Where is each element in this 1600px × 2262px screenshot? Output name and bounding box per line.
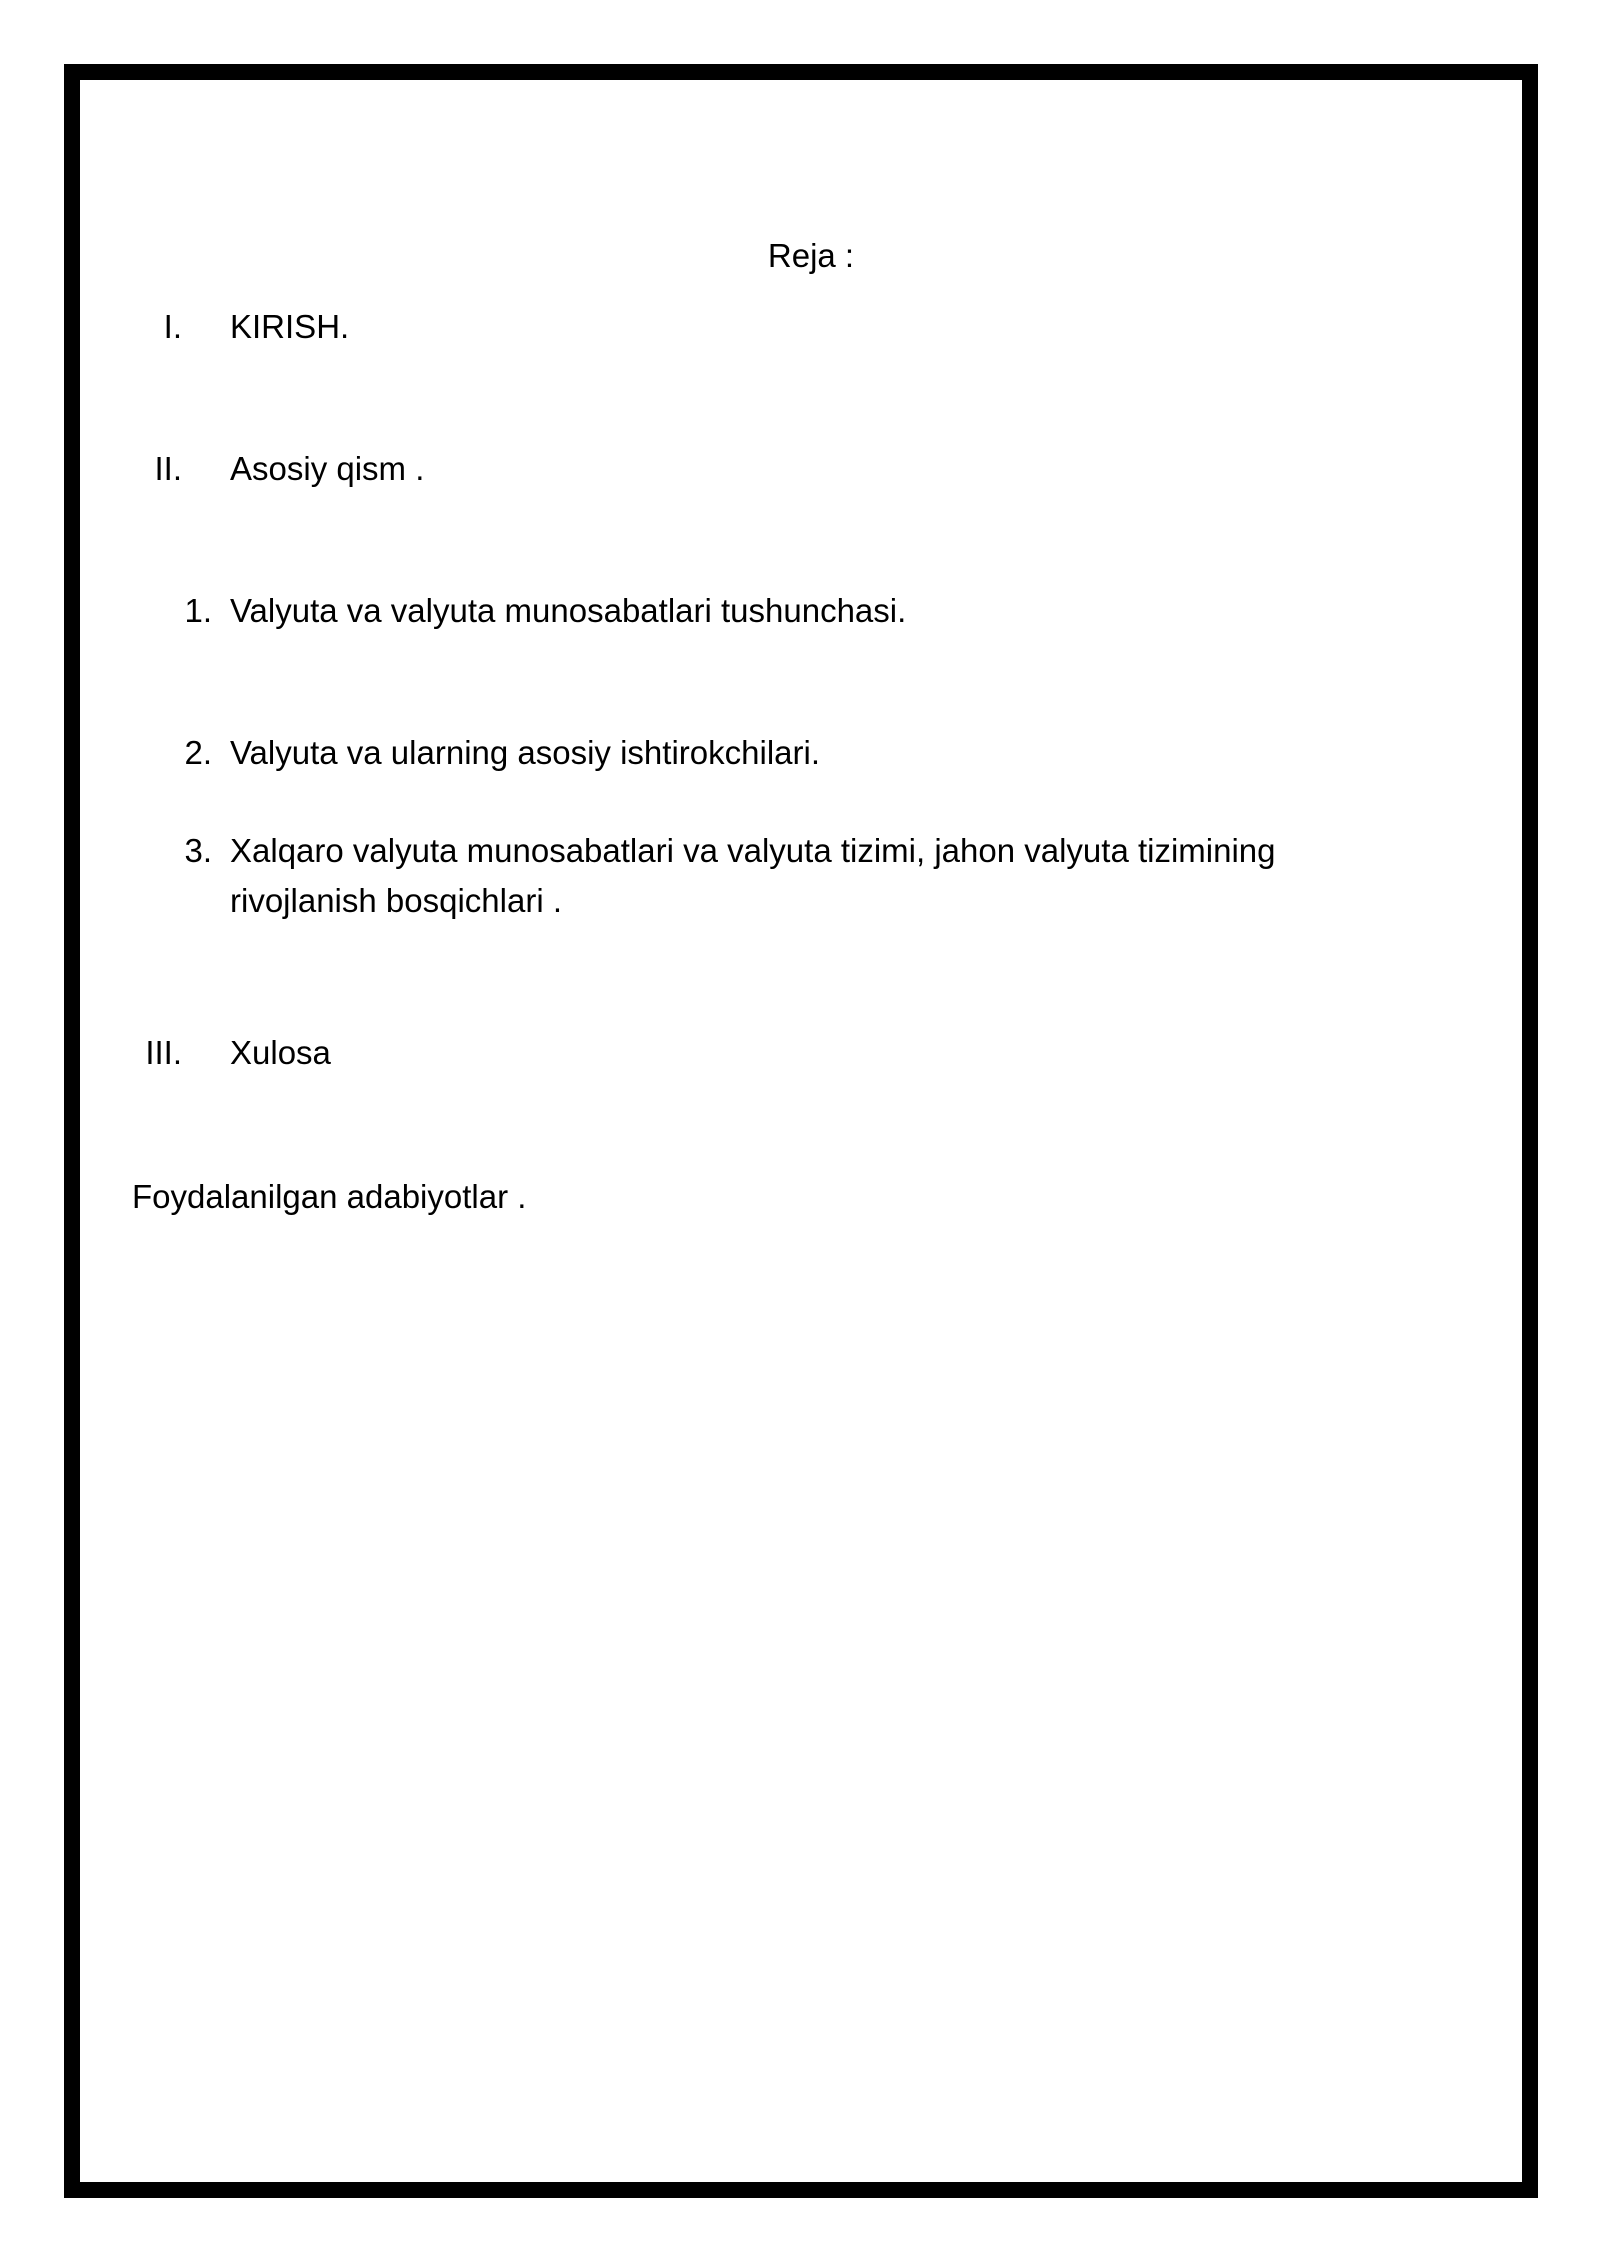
outline-marker: 1. [184,592,212,629]
outline-text: Valyuta va ularning asosiy ishtirokchilari. [230,734,820,771]
outline-text: Asosiy qism . [230,450,425,487]
outline-text: Xulosa [230,1034,331,1071]
outline-marker: 3. [184,832,212,869]
document-title: Reja : [767,237,855,274]
outline-text: Xalqaro valyuta munosabatlari va valyuta tizimi, jahon valyuta tizimining rivojlanish bosqichlari . [230,832,1276,919]
outline-marker: I. [163,308,182,345]
outline-text: KIRISH. [230,308,350,345]
references-heading: Foydalanilgan adabiyotlar . [132,1178,527,1215]
outline-marker: II. [154,450,182,487]
page-border [64,64,1538,2198]
outline-text: Valyuta va valyuta munosabatlari tushunchasi. [230,592,907,629]
outline-marker: III. [145,1034,182,1071]
outline-marker: 2. [184,734,212,771]
